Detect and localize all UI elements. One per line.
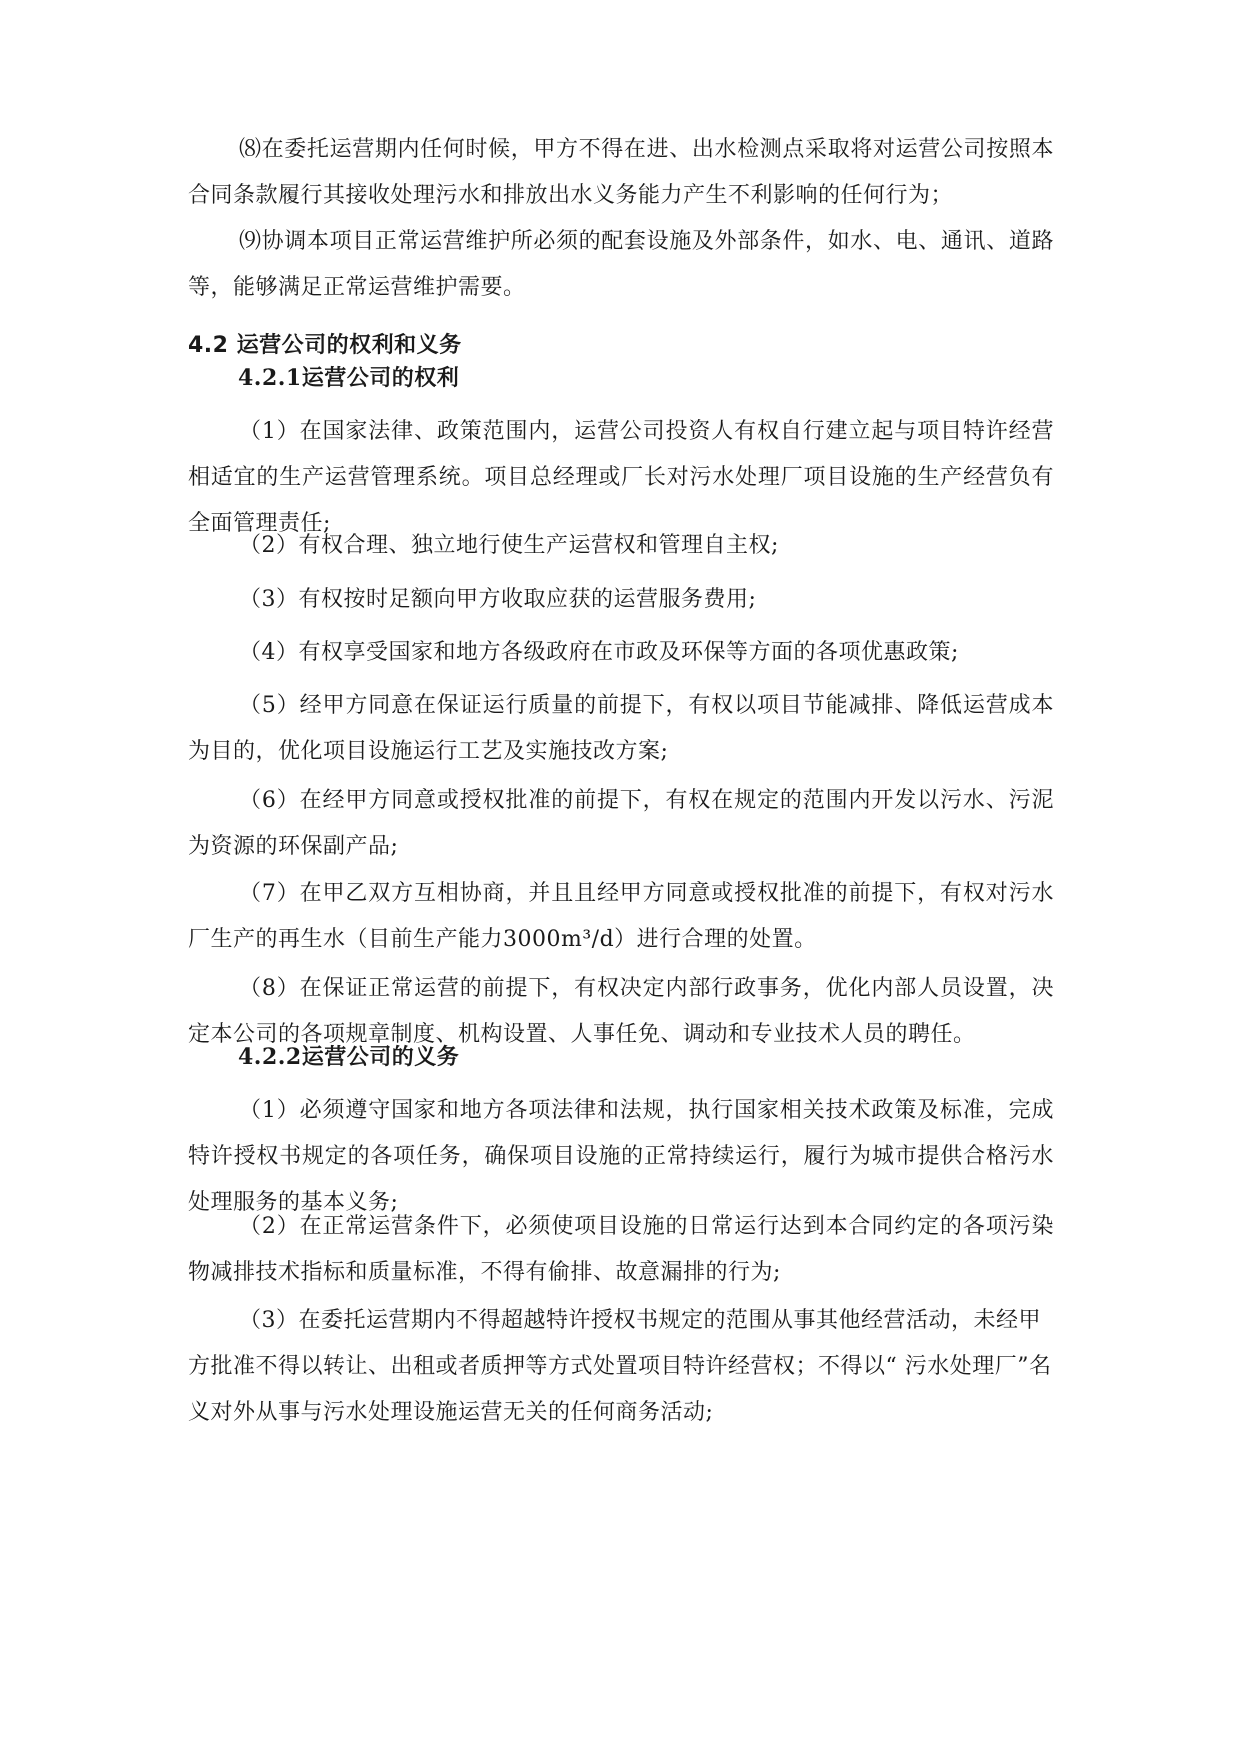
rights-item-7: （7）在甲乙双方互相协商，并且且经甲方同意或授权批准的前提下，有权对污水厂生产的再生水（目前生产能力3000m³/d）进行合理的处置。: [188, 881, 1054, 952]
rights-item-6: （6）在经甲方同意或授权批准的前提下，有权在规定的范围内开发以污水、污泥为资源的环保副产品;: [188, 788, 1054, 859]
duties-item-2: （2）在正常运营条件下，必须使项目设施的日常运行达到本合同约定的各项污染物减排技术指标和质量标准，不得有偷排、故意漏排的行为;: [188, 1214, 1054, 1285]
paragraph-item-8: ⑻在委托运营期内任何时候，甲方不得在进、出水检测点采取将对运营公司按照本合同条款履行其接收处理污水和排放出水义务能力产生不利影响的任何行为；: [188, 137, 1054, 208]
paragraph-item-9: ⑼协调本项目正常运营维护所必须的配套设施及外部条件，如水、电、通讯、道路等，能够满足正常运营维护需要。: [188, 229, 1054, 300]
rights-item-4: （4）有权享受国家和地方各级政府在市政及环保等方面的各项优惠政策;: [239, 640, 959, 665]
rights-item-5: （5）经甲方同意在保证运行质量的前提下，有权以项目节能减排、降低运营成本为目的，优化项目设施运行工艺及实施技改方案;: [188, 693, 1054, 764]
rights-item-1: （1）在国家法律、政策范围内，运营公司投资人有权自行建立起与项目特许经营相适宜的生产运营管理系统。项目总经理或厂长对污水处理厂项目设施的生产经营负有全面管理责任;: [188, 419, 1054, 536]
subsection-rights-heading: 4.2.1运营公司的权利: [238, 365, 460, 391]
rights-item-3: （3）有权按时足额向甲方收取应获的运营服务费用;: [239, 587, 757, 612]
rights-item-8: （8）在保证正常运营的前提下，有权决定内部行政事务，优化内部人员设置，决定本公司的各项规章制度、机构设置、人事任免、调动和专业技术人员的聘任。: [188, 976, 1054, 1047]
rights-item-2: （2）有权合理、独立地行使生产运营权和管理自主权;: [239, 533, 779, 558]
subsection-duties-heading: 4.2.2运营公司的义务: [238, 1044, 460, 1070]
duties-item-3: （3）在委托运营期内不得超越特许授权书规定的范围从事其他经营活动，未经甲方批准不得以转让、出租或者质押等方式处置项目特许经营权；不得以“ 污水处理厂”名义对外从事与污水处理设施运营无关的任何商务活动;: [188, 1308, 1052, 1425]
duties-item-1: （1）必须遵守国家和地方各项法律和法规，执行国家相关技术政策及标准，完成特许授权书规定的各项任务，确保项目设施的正常持续运行，履行为城市提供合格污水处理服务的基本义务;: [188, 1098, 1054, 1215]
section-heading: 4.2 运营公司的权利和义务: [188, 333, 462, 358]
